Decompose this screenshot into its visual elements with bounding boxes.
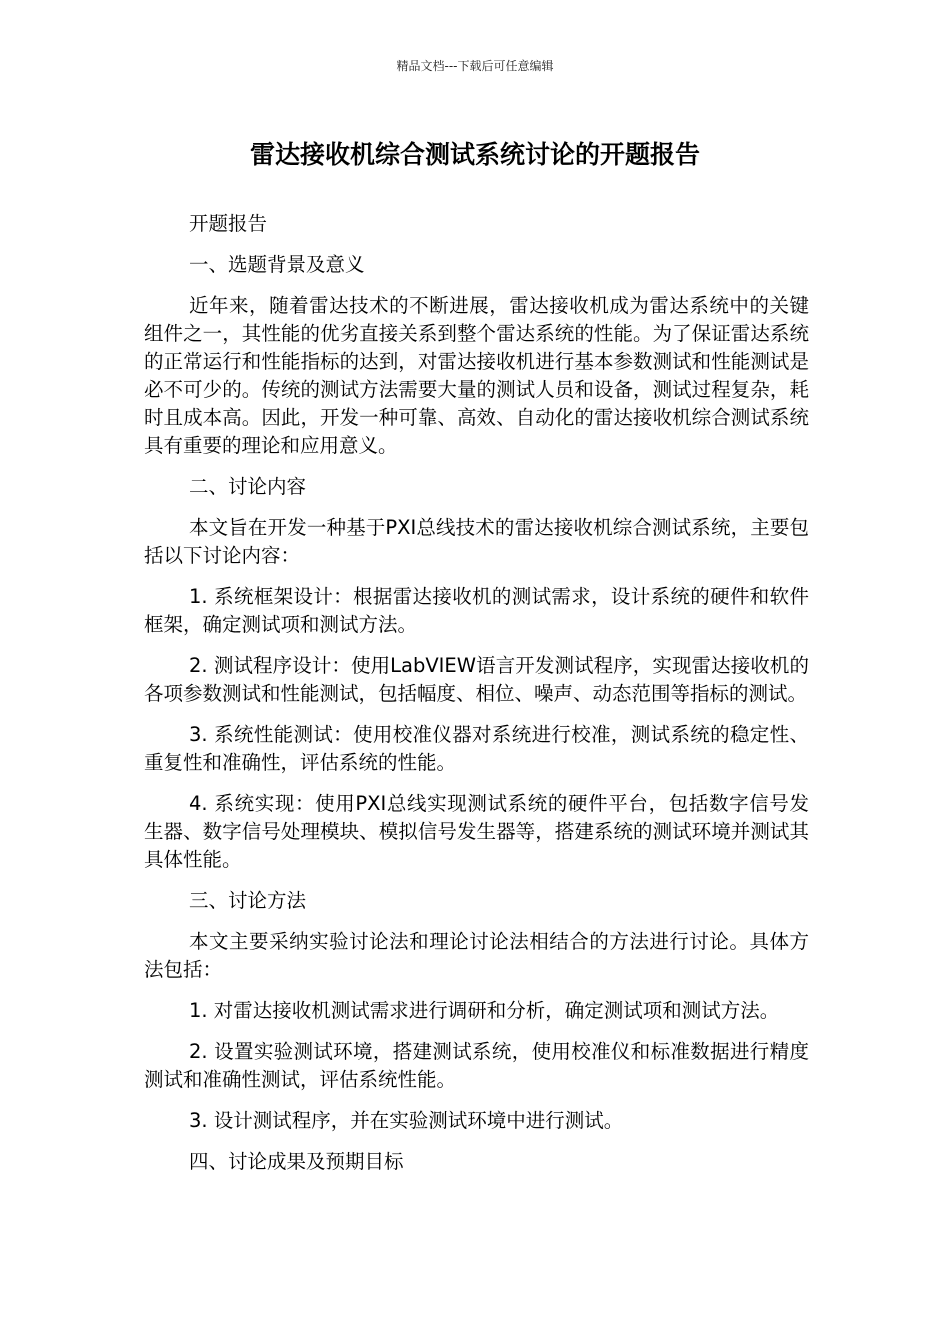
paragraph-content-intro: 本文旨在开发一种基于PXI总线技术的雷达接收机综合测试系统，主要包括以下讨论内容： (144, 516, 809, 567)
list-item-content-3: 3. 系统性能测试：使用校准仪器对系统进行校准，测试系统的稳定性、重复性和准确性，评估系统的性能。 (144, 723, 809, 774)
document-body (144, 210, 809, 1189)
paragraph-method-intro: 本文主要采纳实验讨论法和理论讨论法相结合的方法进行讨论。具体方法包括： (144, 930, 809, 981)
paragraph-background: 近年来，随着雷达技术的不断进展，雷达接收机成为雷达系统中的关键组件之一，其性能的优劣直接关系到整个雷达系统的性能。为了保证雷达系统的正常运行和性能指标的达到，对雷达接收机进行基本参数测试和性能测试是必不可少的。传统的测试方法需要大量的测试人员和设备，测试过程复杂，耗时且成本高。因此，开发一种可靠、高效、自动化的雷达接收机综合测试系统具有重要的理论和应用意义。 (144, 294, 809, 457)
section-heading-method: 三、讨论方法 (189, 889, 307, 912)
list-item-content-1: 1. 系统框架设计：根据雷达接收机的测试需求，设计系统的硬件和软件框架，确定测试项和测试方法。 (144, 585, 809, 636)
list-item-method-1: 1. 对雷达接收机测试需求进行调研和分析，确定测试项和测试方法。 (189, 999, 780, 1022)
list-item-content-4: 4. 系统实现：使用PXI总线实现测试系统的硬件平台，包括数字信号发生器、数字信号处理模块、模拟信号发生器等，搭建系统的测试环境并测试其具体性能。 (144, 792, 809, 871)
section-heading-content: 二、讨论内容 (189, 475, 307, 498)
section-heading-results: 四、讨论成果及预期目标 (189, 1150, 404, 1173)
document-title: 雷达接收机综合测试系统讨论的开题报告 (249, 140, 700, 169)
list-item-method-2: 2. 设置实验测试环境，搭建测试系统，使用校准仪和标准数据进行精度测试和准确性测试，评估系统性能。 (144, 1040, 809, 1091)
header-note: 精品文档---下载后可任意编辑 (396, 59, 554, 73)
list-item-method-3: 3. 设计测试程序，并在实验测试环境中进行测试。 (189, 1109, 624, 1132)
paragraph-report-label: 开题报告 (189, 212, 268, 235)
section-heading-background: 一、选题背景及意义 (189, 253, 365, 276)
list-item-content-2: 2. 测试程序设计：使用LabVIEW语言开发测试程序，实现雷达接收机的各项参数测试和性能测试，包括幅度、相位、噪声、动态范围等指标的测试。 (144, 654, 809, 705)
